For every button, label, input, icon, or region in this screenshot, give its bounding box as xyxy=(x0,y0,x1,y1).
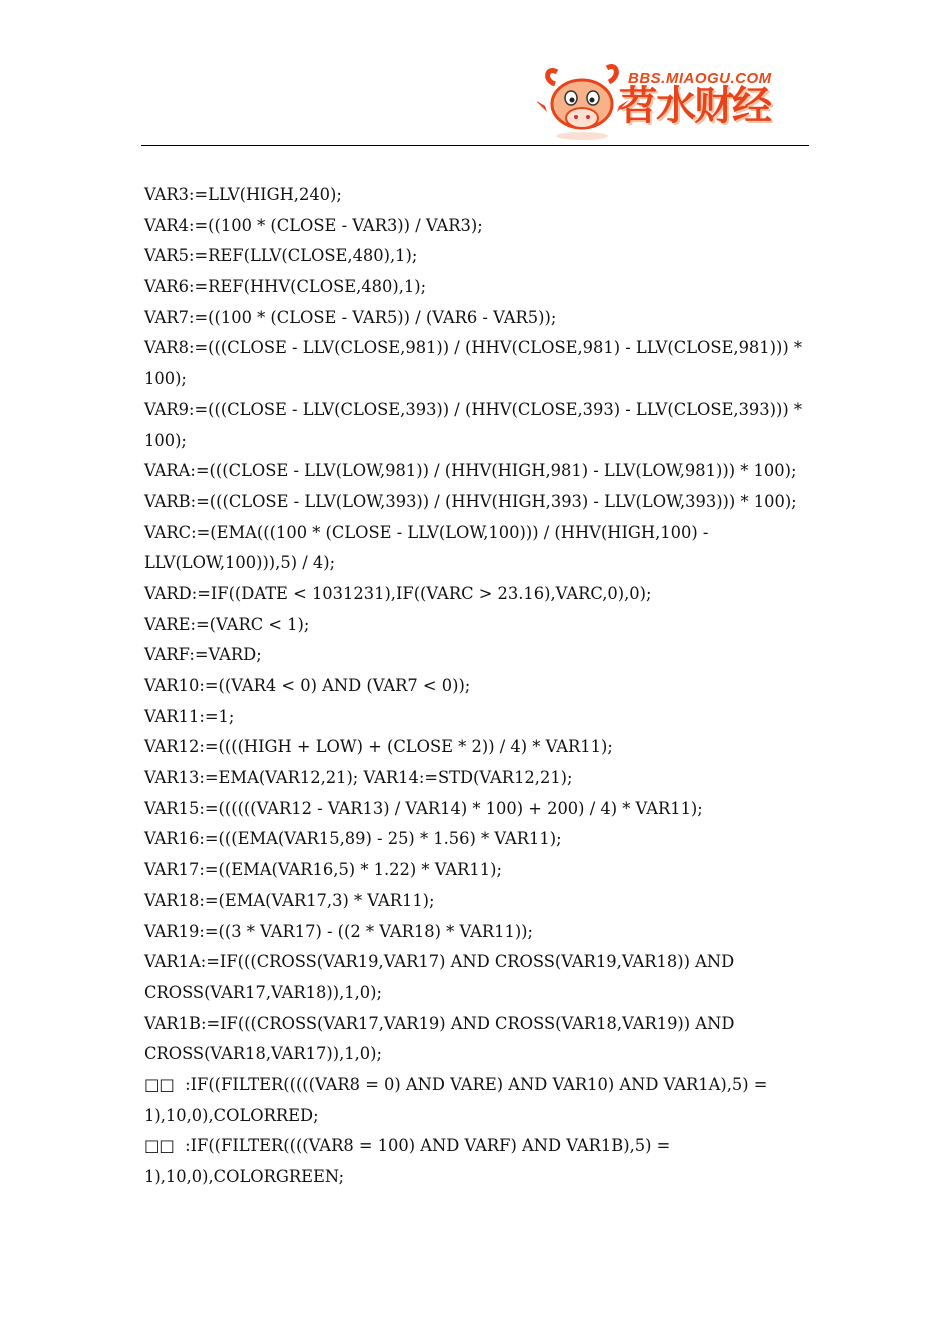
code-line: VAR10:=((VAR4 < 0) AND (VAR7 < 0)); xyxy=(144,676,471,695)
code-line: 100); xyxy=(144,369,187,389)
code-line: VAR11:=1; xyxy=(144,706,235,726)
code-line: CROSS(VAR18,VAR17)),1,0); xyxy=(144,1044,382,1064)
code-line: LLV(LOW,100))),5) / 4); xyxy=(144,553,336,573)
code-line: 1),10,0),COLORRED; xyxy=(144,1105,319,1125)
code-line: VARC:=(EMA(((100 * (CLOSE - LLV(LOW,100))) / (HHV(HIGH,100) - xyxy=(144,522,709,542)
brand-name: 苕水财经 xyxy=(618,83,770,129)
code-line: VAR16:=(((EMA(VAR15,89) - 25) * 1.56) * VAR11); xyxy=(144,829,562,849)
code-line: □□ :IF((FILTER(((((VAR8 = 0) AND VARE) AND VAR10) AND VAR1A),5) = xyxy=(144,1074,768,1094)
code-line: VAR5:=REF(LLV(CLOSE,480),1); xyxy=(144,246,418,266)
code-line: VARF:=VARD; xyxy=(144,645,262,665)
code-line: VAR3:=LLV(HIGH,240); xyxy=(144,185,342,204)
code-line: □□ :IF((FILTER((((VAR8 = 100) AND VARF) AND VAR1B),5) = xyxy=(144,1136,671,1156)
code-line: CROSS(VAR17,VAR18)),1,0); xyxy=(144,982,382,1002)
code-line: VARD:=IF((DATE < 1031231),IF((VARC > 23.16),VARC,0),0); xyxy=(144,583,652,603)
code-line: VAR12:=((((HIGH + LOW) + (CLOSE * 2)) / 4) * VAR11); xyxy=(144,737,613,757)
code-line: VARB:=(((CLOSE - LLV(LOW,393)) / (HHV(HIGH,393) - LLV(LOW,393))) * 100); xyxy=(144,491,797,511)
code-line: VAR17:=((EMA(VAR16,5) * 1.22) * VAR11); xyxy=(144,860,502,880)
code-line: VAR13:=EMA(VAR12,21); VAR14:=STD(VAR12,21); xyxy=(144,768,573,788)
code-line: VAR7:=((100 * (CLOSE - VAR5)) / (VAR6 - VAR5)); xyxy=(144,307,557,327)
formula-code-block xyxy=(144,180,814,1193)
code-line: VAR18:=(EMA(VAR17,3) * VAR11); xyxy=(144,890,435,910)
code-line: VARE:=(VARC < 1); xyxy=(144,614,310,634)
code-line: VAR1B:=IF(((CROSS(VAR17,VAR19) AND CROSS(VAR18,VAR19)) AND xyxy=(144,1013,735,1033)
code-line: 1),10,0),COLORGREEN; xyxy=(144,1167,345,1186)
site-url: BBS.MIAOGU.COM xyxy=(628,70,772,87)
code-line: VAR9:=(((CLOSE - LLV(CLOSE,393)) / (HHV(CLOSE,393) - LLV(CLOSE,393))) * xyxy=(144,399,803,419)
code-line: VAR1A:=IF(((CROSS(VAR19,VAR17) AND CROSS(VAR19,VAR18)) AND xyxy=(144,952,735,972)
header-divider xyxy=(141,145,809,146)
code-line: VAR4:=((100 * (CLOSE - VAR3)) / VAR3); xyxy=(144,215,483,235)
code-line: VAR15:=((((((VAR12 - VAR13) / VAR14) * 100) + 200) / 4) * VAR11); xyxy=(144,798,703,818)
code-line: VARA:=(((CLOSE - LLV(LOW,981)) / (HHV(HIGH,981) - LLV(LOW,981))) * 100); xyxy=(144,461,797,481)
code-line: VAR6:=REF(HHV(CLOSE,480),1); xyxy=(144,277,427,297)
code-line: VAR8:=(((CLOSE - LLV(CLOSE,981)) / (HHV(CLOSE,981) - LLV(CLOSE,981))) * xyxy=(144,338,803,358)
code-line: 100); xyxy=(144,430,187,450)
code-line: VAR19:=((3 * VAR17) - ((2 * VAR18) * VAR11)); xyxy=(144,921,534,941)
